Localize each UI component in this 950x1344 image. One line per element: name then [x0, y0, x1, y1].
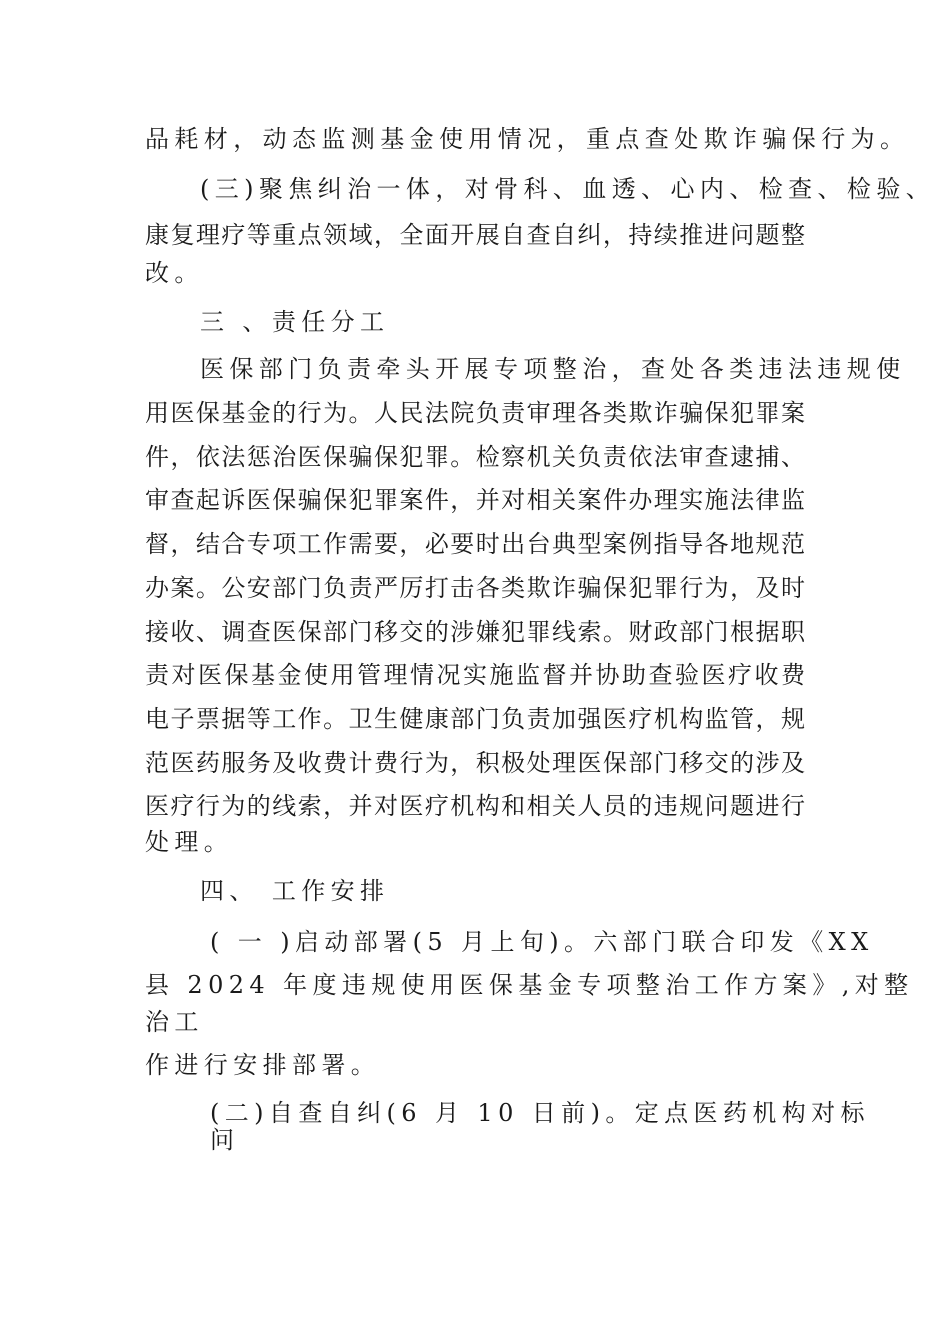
- text-line: 接收、调查医保部门移交的涉嫌犯罪线索。财政部门根据职: [145, 618, 805, 646]
- text-line: 康复理疗等重点领域，全面开展自查自纠，持续推进问题整: [145, 221, 805, 249]
- text-line: 督，结合专项工作需要，必要时出台典型案例指导各地规范: [145, 530, 805, 558]
- text-line: 件，依法惩治医保骗保犯罪。检察机关负责依法审查逮捕、: [145, 443, 805, 471]
- section-heading: 四、 工作安排: [200, 877, 390, 905]
- text-line: (二)自查自纠(6 月 10 日前)。定点医药机构对标: [210, 1099, 870, 1127]
- text-line: 用医保基金的行为。人民法院负责审理各类欺诈骗保犯罪案: [145, 399, 805, 427]
- text-line: 治工: [145, 1008, 204, 1036]
- text-line: 作进行安排部署。: [145, 1051, 381, 1079]
- text-line: 处理。: [145, 828, 234, 856]
- text-line: 医疗行为的线索，并对医疗机构和相关人员的违规问题进行: [145, 792, 805, 820]
- text-line: 县 2024 年度违规使用医保基金专项整治工作方案》,对整: [145, 971, 914, 999]
- text-line: 品耗材，动态监测基金使用情况，重点查处欺诈骗保行为。: [145, 125, 910, 153]
- text-line: 办案。公安部门负责严厉打击各类欺诈骗保犯罪行为，及时: [145, 574, 805, 602]
- text-line: 改。: [145, 259, 204, 287]
- text-line: (三)聚焦纠治一体，对骨科、血透、心内、检查、检验、: [200, 175, 936, 203]
- text-line: 审查起诉医保骗保犯罪案件，并对相关案件办理实施法律监: [145, 486, 805, 514]
- text-line: 医保部门负责牵头开展专项整治，查处各类违法违规使: [200, 355, 906, 383]
- text-line: ( 一 )启动部署(5 月上旬)。六部门联合印发《XX: [210, 928, 874, 956]
- text-line: 责对医保基金使用管理情况实施监督并协助查验医疗收费: [145, 661, 805, 689]
- text-line: 范医药服务及收费计费行为，积极处理医保部门移交的涉及: [145, 749, 805, 777]
- text-line: 电子票据等工作。卫生健康部门负责加强医疗机构监管，规: [145, 705, 805, 733]
- text-line: 问: [210, 1126, 240, 1154]
- section-heading: 三 、责任分工: [200, 308, 390, 336]
